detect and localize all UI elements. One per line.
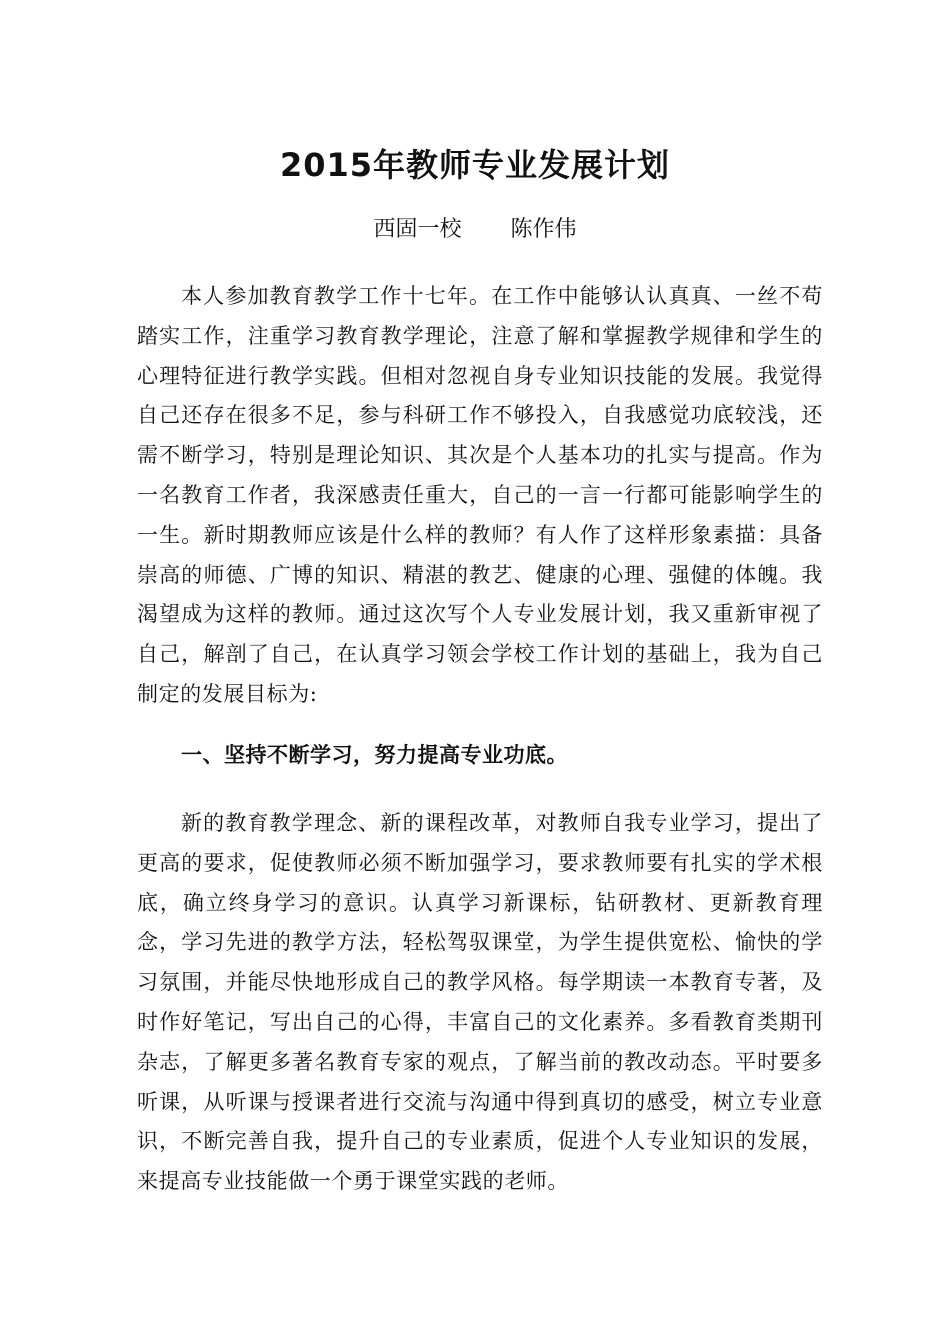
intro-paragraph: 本人参加教育教学工作十七年。在工作中能够认认真真、一丝不苟踏实工作，注重学习教育教学理论，注意了解和掌握教学规律和学生的心理特征进行教学实践。但相对忽视自身专业知识技能的发展。我觉得自己还存在很多不足，参与科研工作不够投入，自我感觉功底较浅，还需不断学习，特别是理论知识、其次是个人基本功的扎实与提高。作为一名教育工作者，我深感责任重大，自己的一言一行都可能影响学生的一生。新时期教师应该是什么样的教师？有人作了这样形象素描：具备崇高的师德、广博的知识、精湛的教艺、健康的心理、强健的体魄。我渴望成为这样的教师。通过这次写个人专业发展计划，我又重新审视了自己，解剖了自己，在认真学习领会学校工作计划的基础上，我为自己制定的发展目标为: [137,284,823,706]
section-heading: 一、坚持不断学习，努力提高专业功底。 [181,743,568,767]
byline [0,212,950,248]
document-title: 2015年教师专业发展计划 [279,146,671,184]
author-name: 陈作伟 [510,217,577,242]
section-paragraph: 新的教育教学理念、新的课程改革，对教师自我专业学习，提出了更高的要求，促使教师必须不断加强学习，要求教师要有扎实的学术根底，确立终身学习的意识。认真学习新课标，钻研教材、更新教育理念，学习先进的教学方法，轻松驾驭课堂，为学生提供宽松、愉快的学习氛围，并能尽快地形成自己的教学风格。每学期读一本教育专著，及时作好笔记，写出自己的心得，丰富自己的文化素养。多看教育类期刊杂志，了解更多著名教育专家的观点，了解当前的教改动态。平时要多听课，从听课与授课者进行交流与沟通中得到真切的感受，树立专业意识，不断完善自我，提升自己的专业素质，促进个人专业知识的发展，来提高专业技能做一个勇于课堂实践的老师。 [137,811,823,1194]
school-name: 西固一校 [373,217,462,242]
